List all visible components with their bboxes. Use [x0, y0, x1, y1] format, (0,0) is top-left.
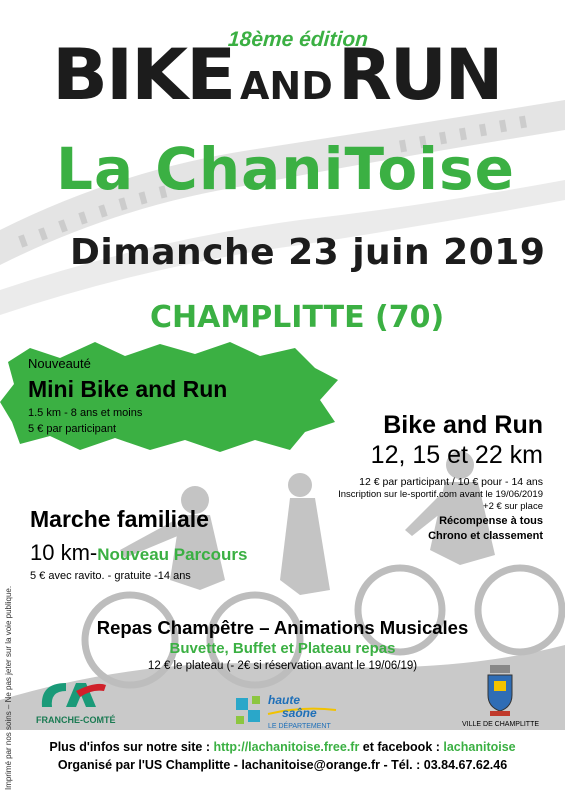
- edition-label: 18ème édition: [227, 28, 369, 51]
- footer-prefix: Plus d'infos sur notre site :: [49, 740, 214, 754]
- footer-organizer: Organisé par l'US Champlitte - lachanitoise@orange.fr - Tél. : 03.84.67.62.46: [57, 758, 508, 772]
- website-link[interactable]: http://lachanitoise.free.fr: [213, 740, 360, 754]
- walk-price: 5 € avec ravito. - gratuite -14 ans: [30, 570, 191, 582]
- credit-agricole-region: FRANCHE-COMTÉ: [36, 715, 116, 725]
- champlitte-crest-icon: [480, 665, 520, 717]
- event-date: Dimanche 23 juin 2019: [70, 232, 546, 273]
- title-bike: BIKE: [52, 34, 235, 116]
- haute-saone-dept: LE DÉPARTEMENT: [268, 723, 331, 730]
- mini-bike-age: 1.5 km - 8 ans et moins: [28, 407, 143, 419]
- bike-run-chrono: Chrono et classement: [428, 530, 543, 542]
- meal-price: 12 € le plateau (- 2€ si réservation avant le 19/06/19): [147, 660, 418, 672]
- walk-distance-value: 10 km-: [30, 540, 98, 565]
- credit-agricole-logo: [36, 677, 108, 715]
- footer-mid: et facebook :: [359, 740, 444, 754]
- title-run: RUN: [338, 34, 502, 116]
- footer-info: [0, 740, 565, 754]
- meal-title: Repas Champêtre – Animations Musicales: [96, 617, 469, 638]
- title-and: AND: [240, 64, 333, 108]
- event-name: La ChaniToise: [56, 135, 515, 203]
- mini-bike-price: 5 € par participant: [28, 423, 117, 435]
- walk-title: Marche familiale: [30, 506, 209, 532]
- event-location: CHAMPLITTE (70): [150, 300, 445, 335]
- bike-run-title: Bike and Run: [383, 411, 543, 439]
- bike-run-on-site: +2 € sur place: [483, 501, 543, 512]
- walk-distance: [30, 540, 247, 566]
- champlitte-town-label: VILLE DE CHAMPLITTE: [462, 721, 540, 728]
- haute-saone-word2: saône: [282, 706, 317, 720]
- bike-run-inscription: Inscription sur le-sportif.com avant le 19/06/2019: [338, 489, 543, 500]
- bike-run-reward: Récompense à tous: [439, 515, 543, 527]
- mini-bike-title: Mini Bike and Run: [28, 376, 228, 402]
- haute-saone-word1: haute: [268, 693, 301, 707]
- facebook-link[interactable]: lachanitoise: [443, 740, 516, 754]
- new-label: Nouveauté: [28, 356, 91, 371]
- meal-subtitle: Buvette, Buffet et Plateau repas: [169, 640, 396, 657]
- walk-new-route: Nouveau Parcours: [97, 545, 248, 564]
- bike-run-distances: 12, 15 et 22 km: [370, 441, 543, 469]
- print-note: Imprimé par nos soins – Ne pas jeter sur la voie publique.: [4, 585, 13, 790]
- bike-run-price: 12 € par participant / 10 € pour - 14 ans: [359, 476, 543, 488]
